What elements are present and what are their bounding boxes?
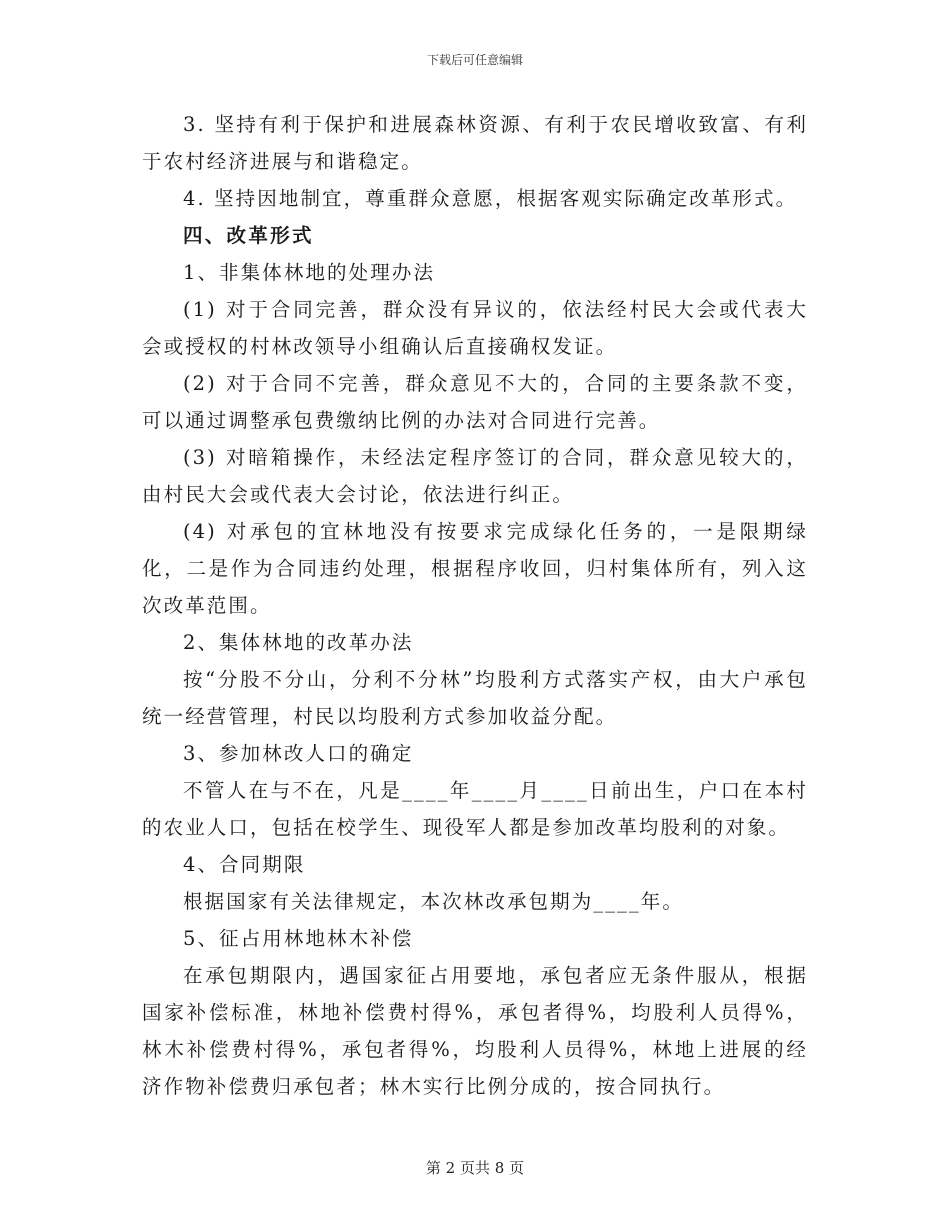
paragraph-item-3: (3) 对暗箱操作，未经法定程序签订的合同，群众意见较大的，由村民大会或代表大会讨论，依法进行纠正。 <box>142 446 808 506</box>
document-body <box>142 106 808 1105</box>
subheading-population: 3、参加林改人口的确定 <box>182 742 414 765</box>
paragraph-contract-term: 根据国家有关法律规定，本次林改承包期为____年。 <box>182 890 684 913</box>
page-number-footer: 第 2 页共 8 页 <box>425 1159 525 1177</box>
subheading-compensation: 5、征占用林地林木补偿 <box>182 927 414 950</box>
subheading-non-collective-forest: 1、非集体林地的处理办法 <box>182 261 436 284</box>
subheading-contract-term: 4、合同期限 <box>182 853 306 876</box>
paragraph-item-4: (4) 对承包的宜林地没有按要求完成绿化任务的，一是限期绿化，二是作为合同违约处理，根据程序收回，归村集体所有，列入这次改革范围。 <box>142 520 808 617</box>
section-heading-reform-form: 四、改革形式 <box>182 224 314 247</box>
paragraph-principle-3: 3. 坚持有利于保护和进展森林资源、有利于农民增收致富、有利于农村经济进展与和谐稳定。 <box>142 113 808 173</box>
paragraph-principle-4: 4. 坚持因地制宜，尊重群众意愿，根据客观实际确定改革形式。 <box>182 187 798 210</box>
paragraph-item-1: (1) 对于合同完善，群众没有异议的，依法经村民大会或代表大会或授权的村林改领导小组确认后直接确权发证。 <box>142 298 808 358</box>
subheading-collective-forest: 2、集体林地的改革办法 <box>182 631 414 654</box>
paragraph-population: 不管人在与不在，凡是____年____月____日前出生，户口在本村的农业人口，包括在校学生、现役军人都是参加改革均股利的对象。 <box>142 779 808 839</box>
paragraph-compensation: 在承包期限内，遇国家征占用要地，承包者应无条件服从，根据国家补偿标准，林地补偿费村得%，承包者得%，均股利人员得%，林木补偿费村得%，承包者得%，均股利人员得%，林地上进展的经济作物补偿费归承包者；林木实行比例分成的，按合同执行。 <box>142 964 808 1098</box>
paragraph-item-2: (2) 对于合同不完善，群众意见不大的，合同的主要条款不变，可以通过调整承包费缴纳比例的办法对合同进行完善。 <box>142 372 808 432</box>
paragraph-collective-forest: 按“分股不分山，分利不分林”均股利方式落实产权，由大户承包统一经营管理，村民以均股利方式参加收益分配。 <box>142 668 808 728</box>
page-header: 下载后可任意编辑 <box>426 53 523 67</box>
